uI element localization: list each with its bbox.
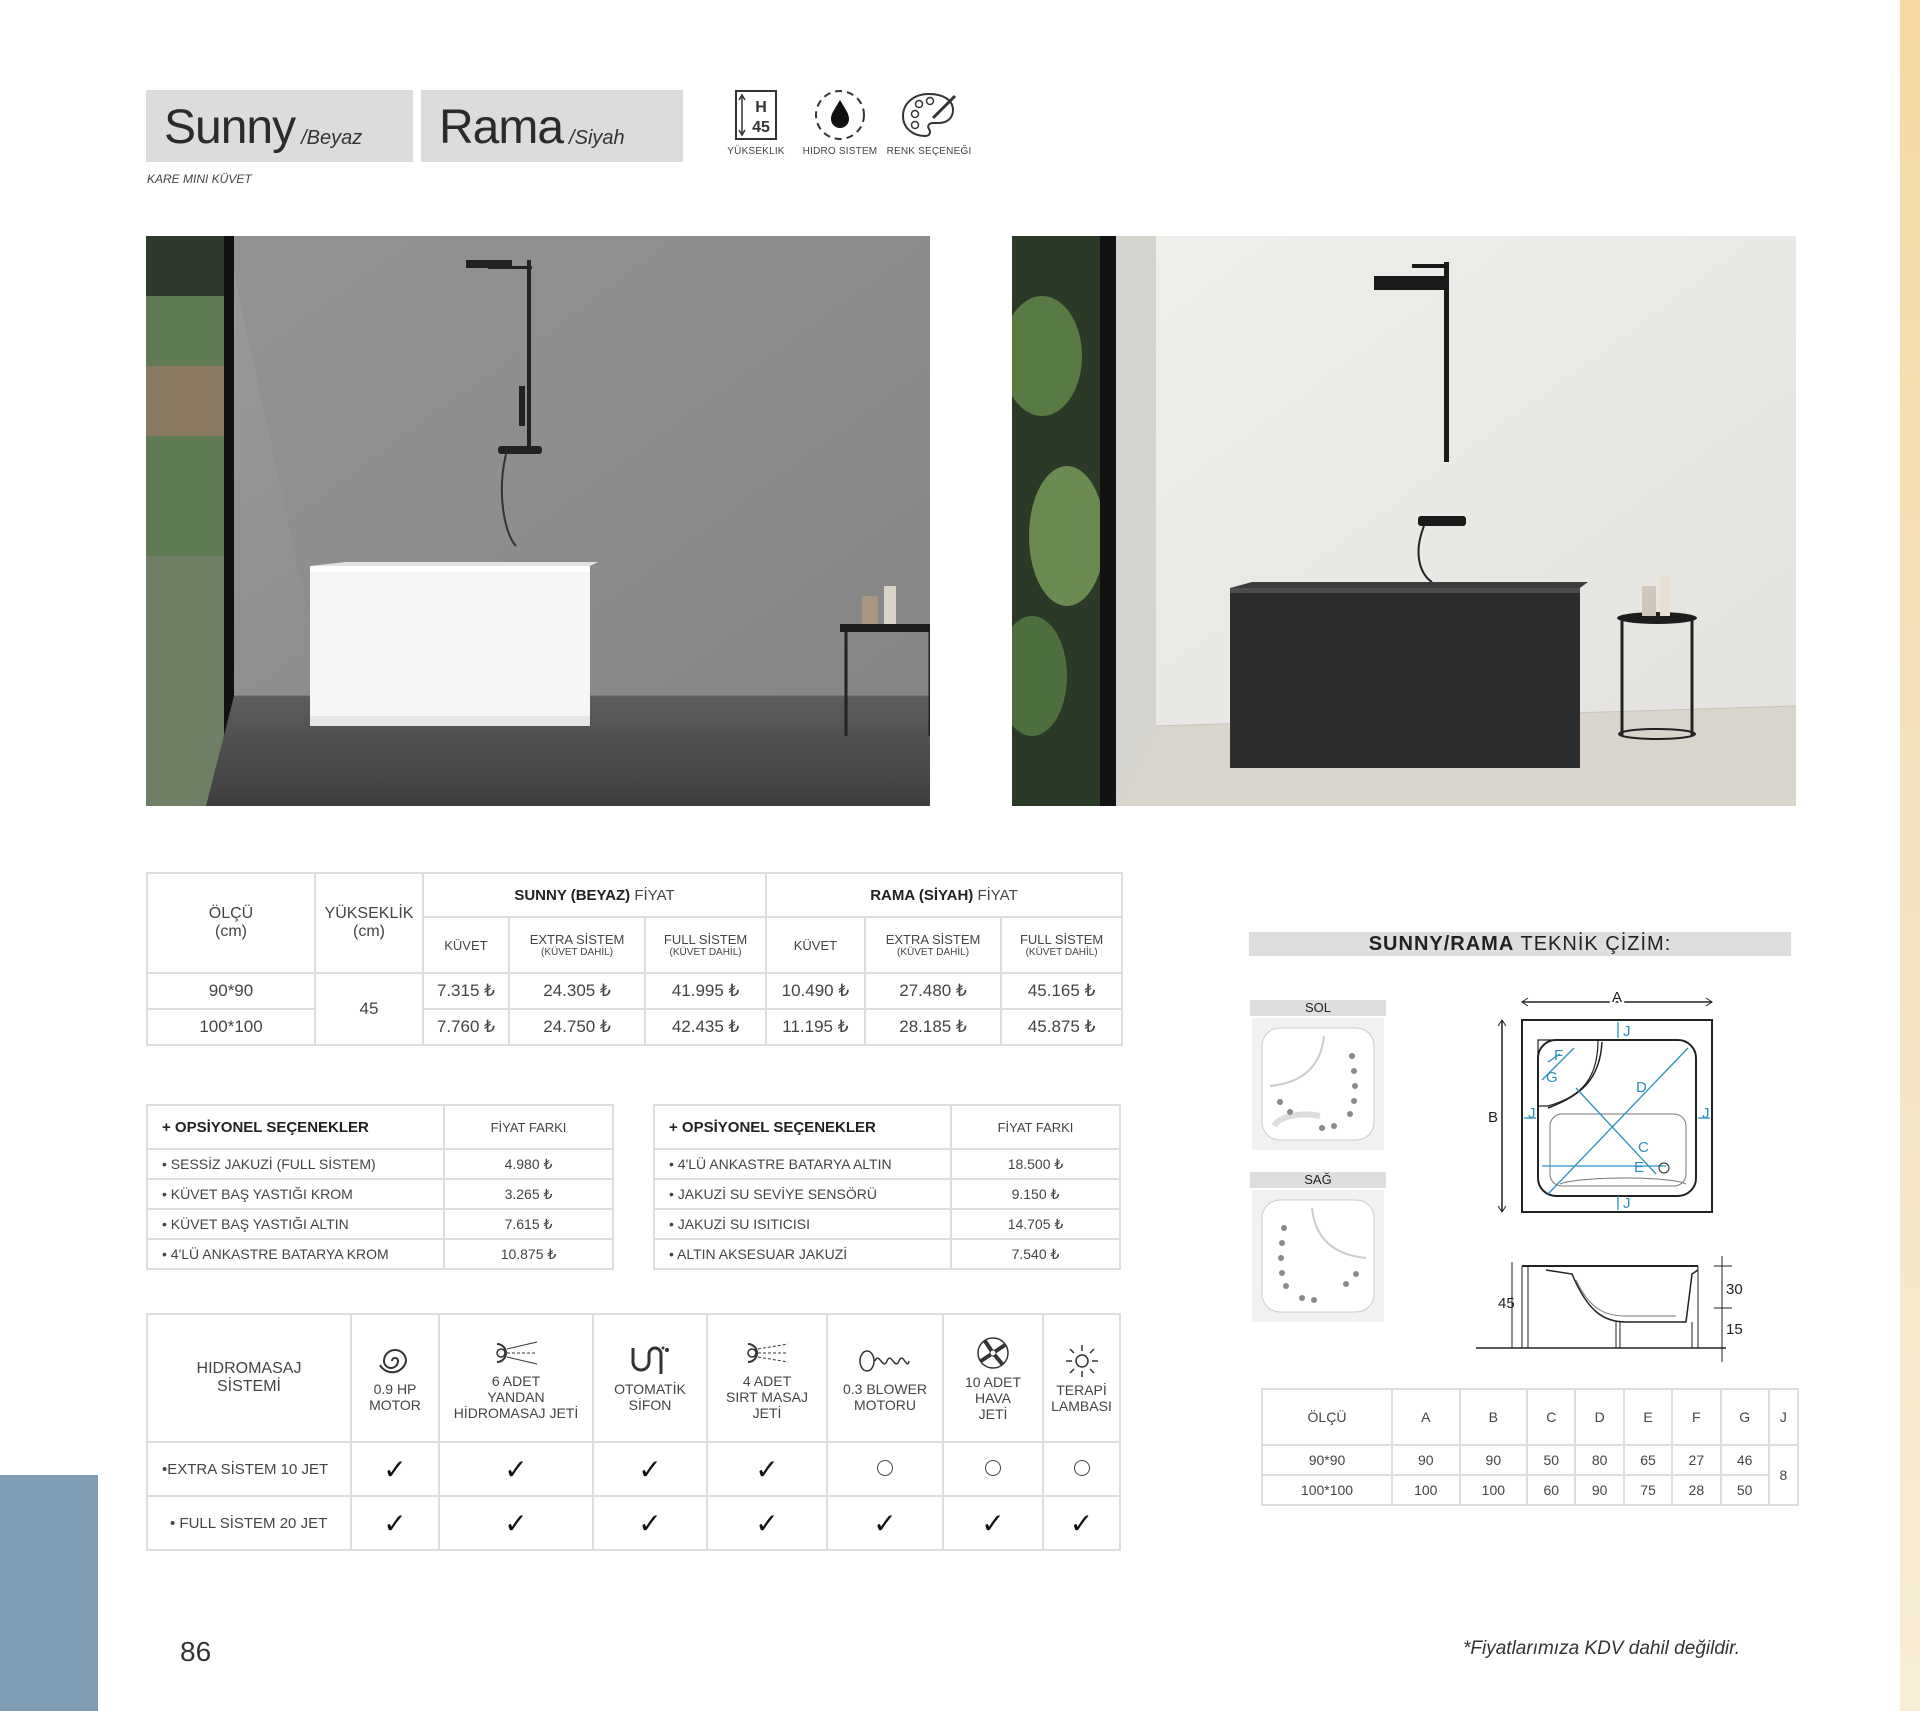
size-header: ÖLÇÜ (cm) bbox=[147, 873, 315, 973]
side-view-drawing bbox=[1476, 1252, 1746, 1364]
empty-circle-icon bbox=[1074, 1460, 1090, 1476]
tax-footnote: *Fiyatlarımıza KDV dahil değildir. bbox=[1463, 1638, 1741, 1659]
empty-circle-icon bbox=[985, 1460, 1001, 1476]
product-name-sunny bbox=[146, 90, 413, 162]
hydro-col-air-jet: 10 ADET HAVA JETİ bbox=[943, 1314, 1043, 1442]
feature-label: HIDRO SISTEM bbox=[802, 146, 878, 157]
price-diff-header: FİYAT FARKI bbox=[951, 1105, 1120, 1149]
options-table-right bbox=[653, 1104, 1121, 1270]
check-icon: ✓ bbox=[638, 1507, 662, 1539]
svg-text:B: B bbox=[1487, 1109, 1498, 1126]
check-icon: ✓ bbox=[755, 1507, 779, 1539]
hydromassage-table bbox=[146, 1313, 1121, 1551]
rama-bathroom-photo bbox=[1012, 236, 1796, 806]
svg-text:D: D bbox=[1636, 1079, 1647, 1096]
list-item: • KÜVET BAŞ YASTIĞI KROM 3.265 ₺ bbox=[147, 1179, 613, 1209]
decorative-side-strip bbox=[1900, 0, 1920, 1711]
svg-text:15: 15 bbox=[1726, 1321, 1743, 1338]
price-diff-header: FİYAT FARKI bbox=[444, 1105, 613, 1149]
hydro-col-blower: 0.3 BLOWER MOTORU bbox=[827, 1314, 943, 1442]
table-row: 90*90 90 90 50 80 65 27 46 8 bbox=[1262, 1445, 1798, 1475]
svg-text:J: J bbox=[1528, 1105, 1536, 1122]
svg-text:H: H bbox=[755, 99, 767, 116]
blower-icon bbox=[857, 1344, 913, 1378]
back-jet-icon bbox=[742, 1336, 792, 1370]
feature-hydro bbox=[795, 88, 885, 157]
check-icon: ✓ bbox=[638, 1453, 662, 1485]
hydro-col-siphon: OTOMATİK SİFON bbox=[593, 1314, 707, 1442]
feature-height bbox=[711, 88, 801, 157]
list-item: • JAKUZİ SU SEVİYE SENSÖRÜ 9.150 ₺ bbox=[654, 1179, 1120, 1209]
check-icon: ✓ bbox=[383, 1507, 407, 1539]
left-variant-drawing: SOL bbox=[1250, 1000, 1386, 1152]
feature-label: RENK SEÇENEĞI bbox=[886, 146, 972, 157]
air-jet-icon bbox=[975, 1335, 1011, 1371]
height-45-icon bbox=[733, 88, 779, 142]
check-icon: ✓ bbox=[755, 1453, 779, 1485]
right-variant-drawing: SAĞ bbox=[1250, 1172, 1386, 1324]
water-drop-icon bbox=[812, 88, 868, 142]
dimensions-table: ÖLÇÜ A B C D E F G J 90*90 90 90 50 80 65 27 46 8 100*100 100 100 60 90 75 28 50 bbox=[1261, 1388, 1799, 1506]
product-subtitle: KARE MINI KÜVET bbox=[147, 172, 252, 186]
feature-color bbox=[884, 88, 974, 157]
check-icon: ✓ bbox=[1069, 1507, 1094, 1539]
svg-text:30: 30 bbox=[1726, 1281, 1743, 1298]
plan-view-drawing bbox=[1480, 984, 1740, 1216]
check-icon: ✓ bbox=[873, 1507, 897, 1539]
table-row: 100*100 100 100 60 90 75 28 50 bbox=[1262, 1475, 1798, 1505]
empty-circle-icon bbox=[877, 1460, 893, 1476]
check-icon: ✓ bbox=[504, 1453, 528, 1485]
siphon-icon bbox=[627, 1344, 673, 1378]
product-variant: /Siyah bbox=[569, 127, 625, 149]
price-subheader: EXTRA SİSTEM (KÜVET DAHİL) bbox=[865, 917, 1001, 973]
hydro-col-side-jet: 6 ADET YANDAN HİDROMASAJ JETİ bbox=[439, 1314, 593, 1442]
product-title: Rama bbox=[439, 101, 564, 154]
svg-text:45: 45 bbox=[1498, 1295, 1515, 1312]
height-header: YÜKSEKLİK (cm) bbox=[315, 873, 423, 973]
sunny-price-header: SUNNY (BEYAZ) FİYAT bbox=[423, 873, 766, 917]
price-subheader: KÜVET bbox=[766, 917, 865, 973]
options-table-left bbox=[146, 1104, 614, 1270]
list-item: • KÜVET BAŞ YASTIĞI ALTIN 7.615 ₺ bbox=[147, 1209, 613, 1239]
hydro-col-motor: 0.9 HP MOTOR bbox=[351, 1314, 439, 1442]
svg-text:A: A bbox=[1611, 989, 1623, 1006]
svg-text:C: C bbox=[1638, 1139, 1649, 1156]
list-item: • 4'LÜ ANKASTRE BATARYA ALTIN 18.500 ₺ bbox=[654, 1149, 1120, 1179]
svg-text:G: G bbox=[1546, 1069, 1558, 1086]
therapy-lamp-icon bbox=[1064, 1343, 1100, 1379]
table-row: 90*90 45 7.315 ₺ 24.305 ₺ 41.995 ₺ 10.490 ₺ 27.480 ₺ 45.165 ₺ bbox=[147, 973, 1122, 1009]
svg-text:E: E bbox=[1634, 1159, 1645, 1176]
price-subheader: EXTRA SİSTEM (KÜVET DAHİL) bbox=[509, 917, 645, 973]
options-header: + OPSİYONEL SEÇENEKLER bbox=[147, 1105, 444, 1149]
table-row: 100*100 7.760 ₺ 24.750 ₺ 42.435 ₺ 11.195 ₺ 28.185 ₺ 45.875 ₺ bbox=[147, 1009, 1122, 1045]
check-icon: ✓ bbox=[504, 1507, 528, 1539]
price-subheader: KÜVET bbox=[423, 917, 509, 973]
price-table bbox=[146, 872, 1123, 1046]
hydro-title: HIDROMASAJ SİSTEMİ bbox=[147, 1314, 351, 1442]
technical-drawing-title: SUNNY/RAMA TEKNİK ÇİZİM: bbox=[1249, 932, 1791, 956]
list-item: • 4'LÜ ANKASTRE BATARYA KROM 10.875 ₺ bbox=[147, 1239, 613, 1269]
rama-price-header: RAMA (SİYAH) FİYAT bbox=[766, 873, 1122, 917]
color-palette-icon bbox=[899, 88, 959, 142]
svg-text:F: F bbox=[1554, 1047, 1564, 1064]
feature-label: YÜKSEKLIK bbox=[727, 146, 785, 157]
price-subheader: FULL SİSTEM (KÜVET DAHİL) bbox=[645, 917, 766, 973]
check-icon: ✓ bbox=[981, 1507, 1005, 1539]
decorative-color-block bbox=[0, 1475, 98, 1711]
table-row: •EXTRA SİSTEM 10 JET ✓ ✓ ✓ ✓ bbox=[147, 1442, 1120, 1496]
price-subheader: FULL SİSTEM (KÜVET DAHİL) bbox=[1001, 917, 1122, 973]
options-header: + OPSİYONEL SEÇENEKLER bbox=[654, 1105, 951, 1149]
svg-text:J: J bbox=[1623, 1023, 1631, 1040]
list-item: • SESSİZ JAKUZİ (FULL SİSTEM) 4.980 ₺ bbox=[147, 1149, 613, 1179]
hydro-col-lamp: TERAPİ LAMBASI bbox=[1043, 1314, 1120, 1442]
list-item: • ALTIN AKSESUAR JAKUZİ 7.540 ₺ bbox=[654, 1239, 1120, 1269]
check-icon: ✓ bbox=[383, 1453, 407, 1485]
table-row: • FULL SİSTEM 20 JET ✓ ✓ ✓ ✓ ✓ ✓ ✓ bbox=[147, 1496, 1120, 1550]
product-name-rama bbox=[421, 90, 683, 162]
page-number: 86 bbox=[180, 1636, 212, 1667]
svg-text:J: J bbox=[1623, 1195, 1631, 1212]
side-jet-icon bbox=[491, 1336, 541, 1370]
product-variant: /Beyaz bbox=[301, 127, 363, 149]
svg-text:J: J bbox=[1702, 1105, 1710, 1122]
svg-text:45: 45 bbox=[752, 119, 770, 136]
list-item: • JAKUZİ SU ISITICISI 14.705 ₺ bbox=[654, 1209, 1120, 1239]
motor-swirl-icon bbox=[378, 1344, 412, 1378]
product-title: Sunny bbox=[164, 101, 296, 154]
hydro-col-back-jet: 4 ADET SIRT MASAJ JETİ bbox=[707, 1314, 827, 1442]
sunny-bathroom-photo bbox=[146, 236, 930, 806]
